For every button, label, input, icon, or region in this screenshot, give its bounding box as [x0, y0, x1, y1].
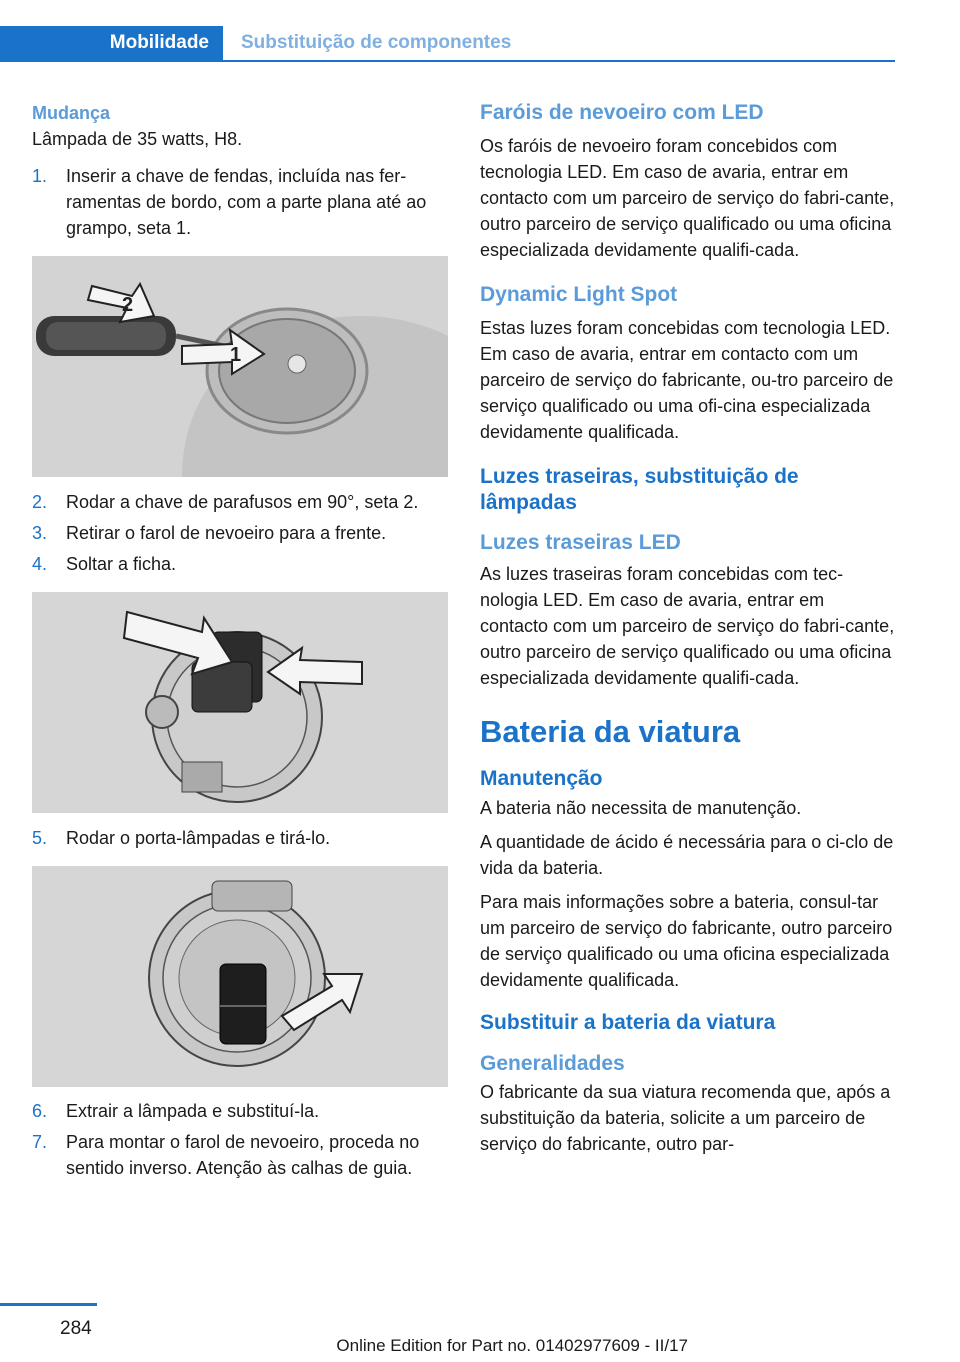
- tab-substituicao-componentes[interactable]: Substituição de componentes: [241, 32, 512, 53]
- paragraph-maintenance-3: Para mais informações sobre a bateria, consul‐tar um parceiro de serviço do fabricante, outro parceiro de serviço qualificado ou uma oficina especializada devidamente qualificada.: [480, 892, 893, 990]
- step-4: [32, 551, 448, 577]
- heading-maintenance: Manutenção: [480, 767, 603, 790]
- arrow-label-2: 2: [122, 294, 134, 316]
- edition-note: Online Edition for Part no. 01402977609 - II/17: [336, 1336, 688, 1355]
- tab-mobilidade[interactable]: Mobilidade: [0, 26, 223, 60]
- bulb-holder-illustration: [32, 866, 448, 1087]
- section-tab-bar: [0, 26, 895, 62]
- step-number: 2.: [32, 492, 48, 512]
- step-number: 1.: [32, 166, 48, 186]
- step-2: [32, 489, 448, 515]
- subsection-label: Mudança: [32, 103, 111, 123]
- fog-lamp-plug-illustration: [32, 592, 448, 813]
- page-number: 284: [60, 1318, 92, 1339]
- left-column: [32, 100, 448, 1181]
- heading-rear-lights-replacement: Luzes traseiras, substituição de lâmpadas: [480, 465, 799, 514]
- step-number: 6.: [32, 1101, 48, 1121]
- footer-rule: [0, 1303, 97, 1306]
- step-6: [32, 1098, 448, 1124]
- heading-led-fog-lights: Faróis de nevoeiro com LED: [480, 101, 764, 124]
- step-text: Extrair a lâmpada e substituí-la.: [66, 1101, 320, 1121]
- step-text: Rodar o porta-lâmpadas e tirá-lo.: [66, 828, 331, 848]
- step-text: Inserir a chave de fendas, incluída nas fer‐ramentas de bordo, com a parte plana até ao grampo, seta 1.: [66, 166, 427, 238]
- step-text: Rodar a chave de parafusos em 90°, seta 2.: [66, 492, 419, 512]
- paragraph-dynamic-light-spot: Estas luzes foram concebidas com tecnologia LED. Em caso de avaria, entrar em contacto com um parceiro de serviço do fabricante, ou‐tro parceiro de serviço qualificado ou uma ofi‐cina especializada devidamente qualificada.: [480, 318, 894, 442]
- heading-led-rear-lights: Luzes traseiras LED: [480, 531, 681, 554]
- arrow-label-1: 1: [230, 344, 242, 366]
- step-text: Retirar o farol de nevoeiro para a frente.: [66, 523, 387, 543]
- step-7: [32, 1129, 448, 1181]
- figure-plug: [32, 592, 448, 813]
- figure-bulb-holder: [32, 866, 448, 1087]
- step-text: Para montar o farol de nevoeiro, proceda no sentido inverso. Atenção às calhas de guia.: [66, 1132, 420, 1178]
- paragraph-led-rear-lights: As luzes traseiras foram concebidas com tec‐nologia LED. Em caso de avaria, entrar em contacto com um parceiro de serviço do fabri‐cante, outro parceiro de serviço qualificado ou uma oficina especializada devidamente qualifi‐cada.: [480, 564, 895, 688]
- step-number: 5.: [32, 828, 48, 848]
- paragraph-maintenance-1: A bateria não necessita de manutenção.: [480, 798, 802, 818]
- heading-dynamic-light-spot: Dynamic Light Spot: [480, 283, 678, 306]
- heading-vehicle-battery: Bateria da viatura: [480, 714, 741, 749]
- step-number: 4.: [32, 554, 48, 574]
- heading-replace-battery: Substituir a bateria da viatura: [480, 1011, 776, 1034]
- step-5: [32, 825, 448, 851]
- figure-screwdriver: [32, 256, 448, 477]
- step-number: 7.: [32, 1132, 48, 1152]
- paragraph-general: O fabricante da sua viatura recomenda que, após a substituição da bateria, solicite a um parceiro de serviço do fabricante, outro par‐: [480, 1082, 891, 1154]
- heading-general: Generalidades: [480, 1052, 625, 1075]
- step-number: 3.: [32, 523, 48, 543]
- paragraph-maintenance-2: A quantidade de ácido é necessária para o ci‐clo de vida da bateria.: [480, 832, 894, 878]
- bulb-spec: Lâmpada de 35 watts, H8.: [32, 129, 243, 149]
- paragraph-led-fog-lights: Os faróis de nevoeiro foram concebidos com tecnologia LED. Em caso de avaria, entrar em contacto com um parceiro de serviço do fabri‐cante, outro parceiro de serviço qualificado ou uma oficina especializada devidamente qualifi‐cada.: [480, 136, 895, 260]
- step-3: [32, 520, 448, 546]
- step-1: [32, 163, 448, 241]
- step-text: Soltar a ficha.: [66, 554, 177, 574]
- screwdriver-illustration: [32, 256, 448, 477]
- right-column: [480, 100, 896, 1157]
